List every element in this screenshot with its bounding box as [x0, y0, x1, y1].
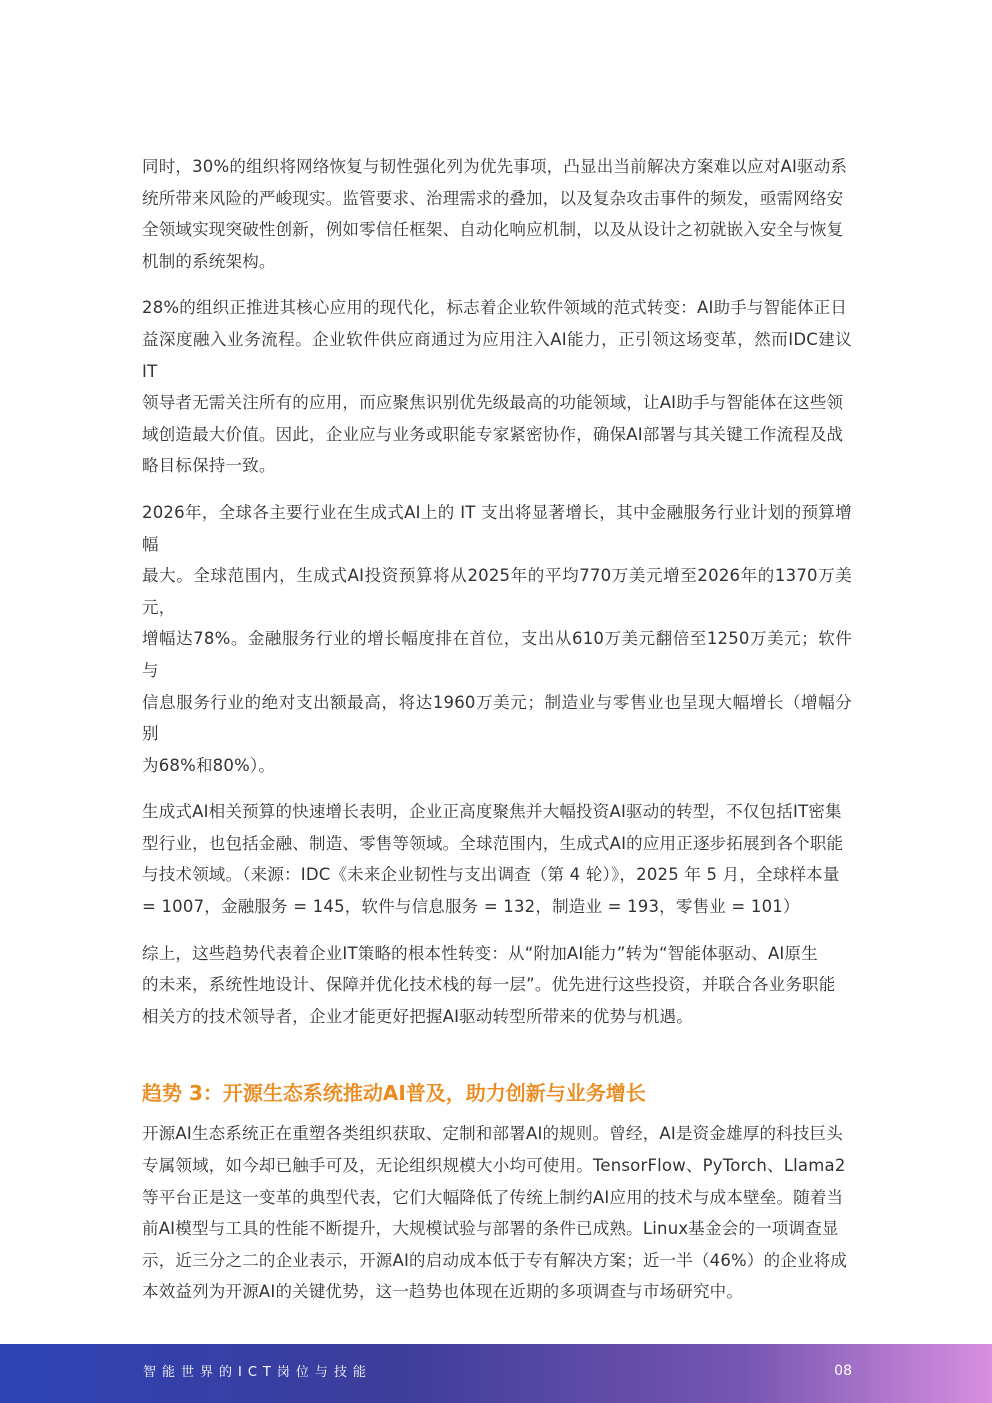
page-footer — [0, 1344, 992, 1403]
body-paragraph-5: 综上，这些趋势代表着企业IT策略的根本性转变：从“附加AI能力”转为“智能体驱动、AI原生 的未来，系统性地设计、保障并优化技术栈的每一层”。优先进行这些投资，并联合各业务职能 相关方的技术领导者，企业才能更好把握AI驱动转型所带来的优势与机遇。 — [142, 943, 836, 1026]
main-content — [142, 151, 852, 1323]
body-paragraph-3: 2026年，全球各主要行业在生成式AI上的 IT 支出将显著增长，其中金融服务行业计划的预算增幅 最大。全球范围内，生成式AI投资预算将从2025年的平均770万美元增至2026年的1370万美元， 增幅达78%。金融服务行业的增长幅度排在首位，支出从610万美元翻倍至1250万美元；软件与 信息服务行业的绝对支出额最高，将达1960万美元；制造业与零售业也呈现大幅增长（增幅分别 为68%和80%）。 — [142, 502, 852, 775]
body-paragraph-1: 同时，30%的组织将网络恢复与韧性强化列为优先事项，凸显出当前解决方案难以应对AI驱动系 统所带来风险的严峻现实。监管要求、治理需求的叠加，以及复杂攻击事件的频发，亟需网络安 全领域实现突破性创新，例如零信任框架、自动化响应机制，以及从设计之初就嵌入安全与恢复 机制的系统架构。 — [142, 157, 848, 271]
section-paragraph: 开源AI生态系统正在重塑各类组织获取、定制和部署AI的规则。曾经，AI是资金雄厚的科技巨头 专属领域，如今却已触手可及，无论组织规模大小均可使用。TensorFlow、PyTorch、Llama2 等平台正是这一变革的典型代表，它们大幅降低了传统上制约AI应用的技术与成本壁垒。随着当 前AI模型与工具的性能不断提升，大规模试验与部署的条件已成熟。Linux基金会的一项调查显 示，近三分之二的企业表示，开源AI的启动成本低于专有解决方案；近一半（46%）的企业将成 本效益列为开源AI的关键优势，这一趋势也体现在近期的多项调查与市场研究中。 — [142, 1124, 848, 1302]
page-number: 08 — [834, 1363, 852, 1379]
section-heading: 趋势 3：开源生态系统推动AI普及，助力创新与业务增长 — [142, 1081, 646, 1106]
body-paragraph-4: 生成式AI相关预算的快速增长表明，企业正高度聚焦并大幅投资AI驱动的转型，不仅包括IT密集 型行业，也包括金融、制造、零售等领域。全球范围内，生成式AI的应用正逐步拓展到各个职能 与技术领域。（来源：IDC《未来企业韧性与支出调查（第 4 轮）》，2025 年 5 月，全球样本量 = 1007，金融服务 = 145，软件与信息服务 = 132，制造业 = 193，零售业 = 101） — [142, 802, 844, 917]
footer-title: 智能世界的ICT岗位与技能 — [143, 1365, 372, 1380]
body-paragraph-2: 28%的组织正推进其核心应用的现代化，标志着企业软件领域的范式转变：AI助手与智能体正日 益深度融入业务流程。企业软件供应商通过为应用注入AI能力，正引领这场变革，然而IDC建议IT 领导者无需关注所有的应用，而应聚焦识别优先级最高的功能领域，让AI助手与智能体在这些领 域创造最大价值。因此，企业应与业务或职能专家紧密协作，确保AI部署与其关键工作流程及战 略目标保持一致。 — [142, 298, 852, 476]
